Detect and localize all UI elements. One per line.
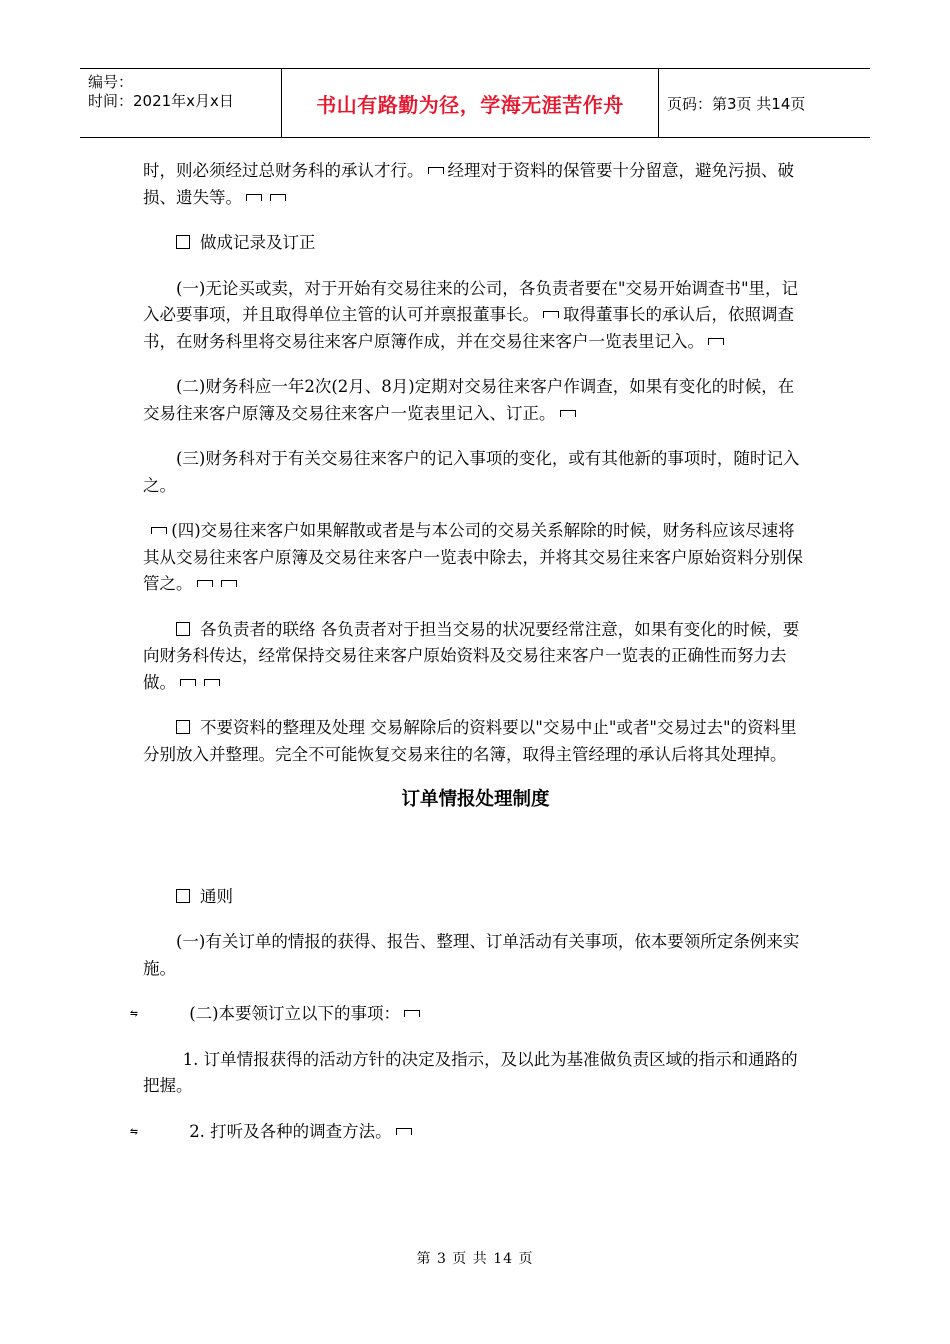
header-table bbox=[80, 68, 870, 138]
paragraph: 时，则必须经过总财务科的承认才行。 经理对于资料的保管要十分留意，避免污损、破损、遗失等。 bbox=[143, 161, 794, 207]
document-number: 编号： bbox=[88, 73, 134, 91]
document-time: 时间：2021年x月x日 bbox=[88, 92, 234, 110]
revision-mark-icon bbox=[197, 580, 213, 587]
revision-mark-icon bbox=[246, 194, 262, 201]
checkbox-square-icon bbox=[176, 235, 190, 249]
revision-mark-icon bbox=[180, 679, 196, 686]
paragraph: (三)财务科对于有关交易往来客户的记入事项的变化，或有其他新的事项时，随时记入之。 bbox=[143, 449, 800, 495]
checkbox-square-icon bbox=[176, 889, 190, 903]
paragraph: (一)无论买或卖，对于开始有交易往来的公司，各负责者要在"交易开始调查书"里，记入必要事项，并且取得单位主管的认可并禀报董事长。 取得董事长的承认后，依照调查书，在财务科里将交易往来客户原簿作成，并在交易往来客户一览表里记入。 bbox=[143, 278, 799, 351]
tab-mark-icon: ⇋ bbox=[130, 1123, 138, 1139]
revision-mark-icon bbox=[708, 338, 724, 345]
header-motto: 书山有路勤为径，学海无涯苦作舟 bbox=[282, 69, 659, 137]
checkbox-square-icon bbox=[176, 622, 190, 636]
tab-mark-icon: ⇋ bbox=[130, 1006, 138, 1021]
section-heading: 做成记录及订正 bbox=[143, 230, 808, 257]
page-footer: 第 3 页 共 14 页 bbox=[416, 1251, 534, 1267]
revision-mark-icon bbox=[428, 167, 444, 174]
header-meta bbox=[80, 69, 282, 137]
revision-mark-icon bbox=[396, 1128, 412, 1135]
checkbox-square-icon bbox=[176, 720, 190, 734]
paragraph: 不要资料的整理及处理 交易解除后的资料要以"交易中止"或者"交易过去"的资料里分别放入并整理。完全不可能恢复交易来往的名簿，取得主管经理的承认后将其处理掉。 bbox=[143, 718, 797, 764]
section-title: 订单情报处理制度 bbox=[401, 789, 550, 810]
revision-mark-icon bbox=[221, 580, 237, 587]
paragraph: ⇋ 2. 打听及各种的调查方法。 bbox=[143, 1119, 808, 1146]
paragraph: 各负责者的联络 各负责者对于担当交易的状况要经常注意，如果有变化的时候，要向财务科传达，经常保持交易往来客户原始资料及交易往来客户一览表的正确性而努力去做。 bbox=[143, 619, 800, 692]
revision-mark-icon bbox=[404, 1010, 420, 1017]
paragraph: (一)有关订单的情报的获得、报告、整理、订单活动有关事项，依本要领所定条例来实施。 bbox=[143, 932, 800, 978]
paragraph: (四)交易往来客户如果解散或者是与本公司的交易关系解除的时候，财务科应该尽速将其从交易往来客户原簿及交易往来客户一览表中除去，并将其交易往来客户原始资料分别保管之。 bbox=[143, 521, 803, 593]
header-page-number: 页码：第3页 共14页 bbox=[667, 94, 806, 113]
section-heading: 通则 bbox=[143, 884, 808, 911]
paragraph: (二)财务科应一年2次(2月、8月)定期对交易往来客户作调查，如果有变化的时候，在交易往来客户原簿及交易往来客户一览表里记入、订正。 bbox=[143, 377, 795, 423]
revision-mark-icon bbox=[560, 410, 576, 417]
paragraph: 1. 订单情报获得的活动方针的决定及指示，及以此为基准做负责区域的指示和通路的把握。 bbox=[143, 1049, 798, 1095]
revision-mark-icon bbox=[543, 311, 559, 318]
revision-mark-icon bbox=[270, 194, 286, 201]
revision-mark-icon bbox=[204, 679, 220, 686]
revision-mark-icon bbox=[151, 527, 167, 534]
document-body bbox=[130, 158, 808, 1164]
paragraph: ⇋ (二)本要领订立以下的事项： bbox=[143, 1001, 808, 1028]
